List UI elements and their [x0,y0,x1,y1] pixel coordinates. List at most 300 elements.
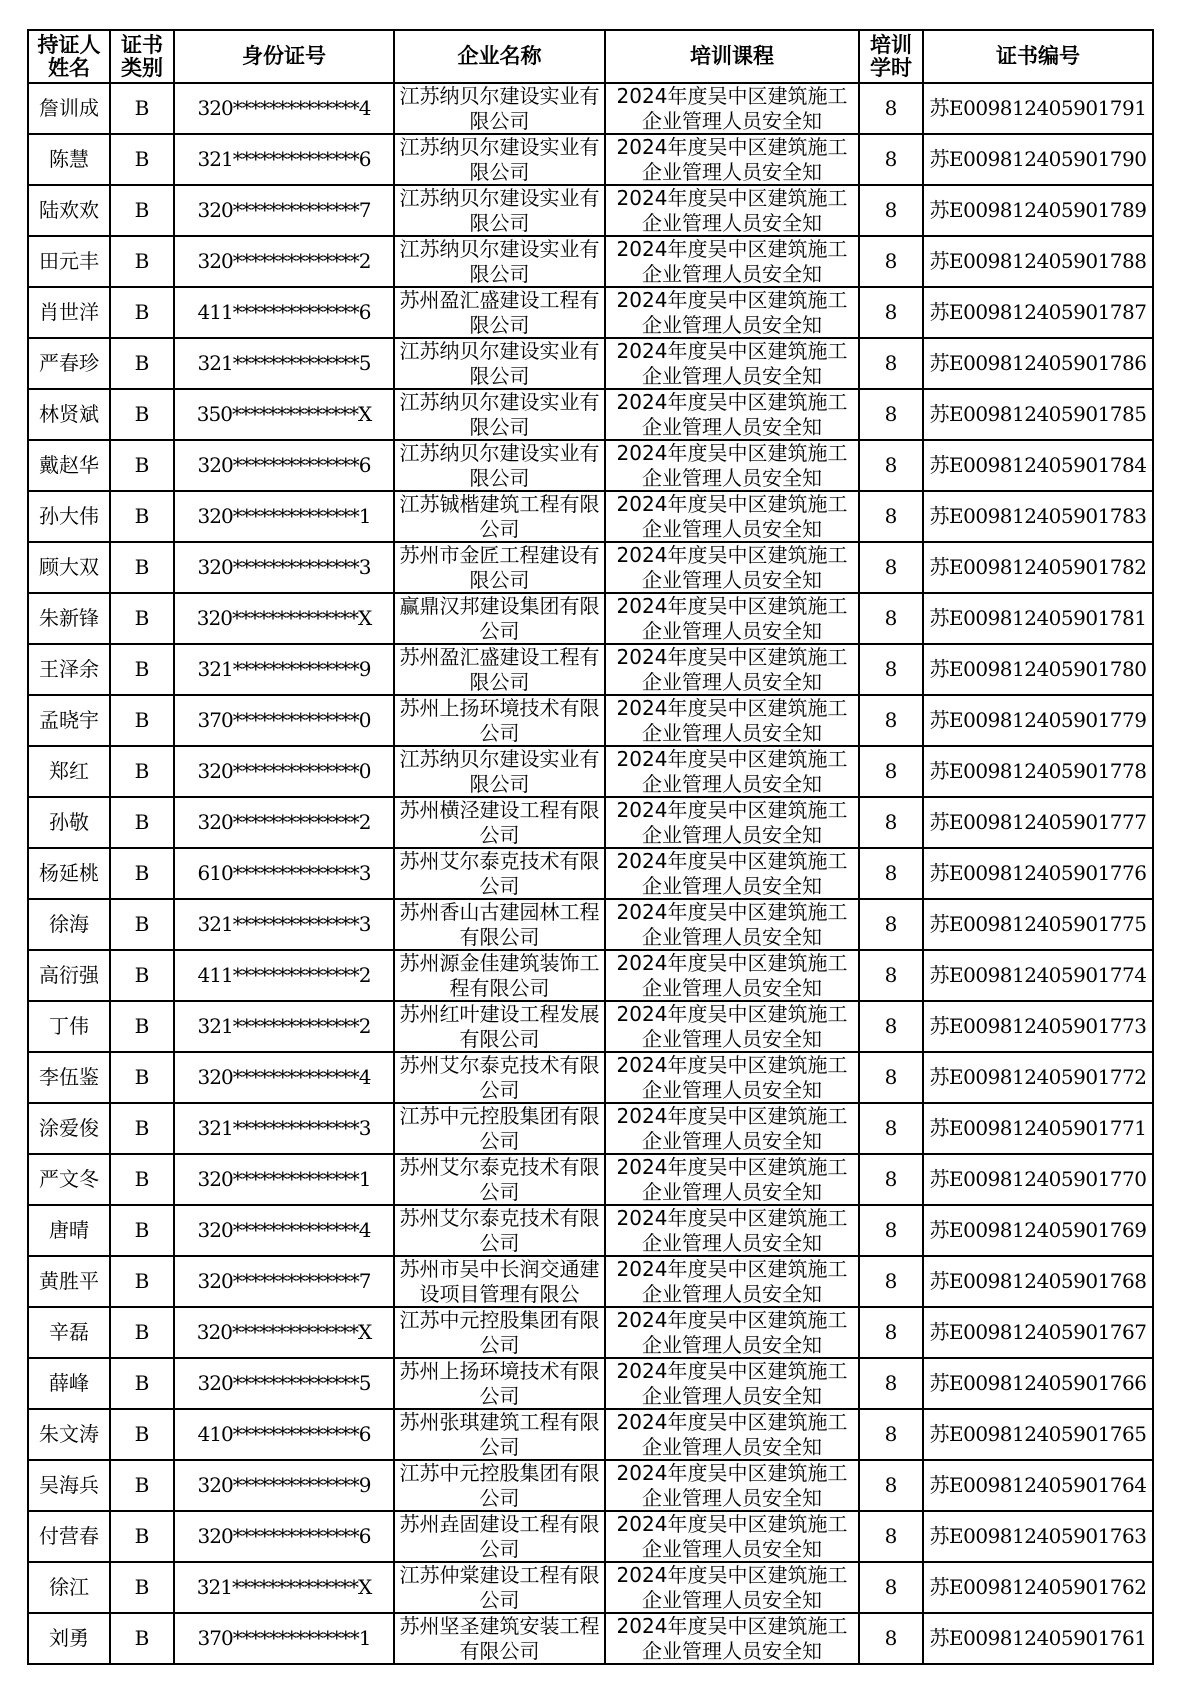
cell-hours: 8 [859,848,923,899]
cell-id-number: 320**************4 [174,1052,394,1103]
cell-company-text: 苏州艾尔泰克技术有限公司 [399,1053,600,1102]
cell-company [394,644,605,695]
cell-id-number: 320**************4 [174,83,394,134]
cell-hours: 8 [859,1205,923,1256]
cell-name: 林贤斌 [28,389,110,440]
cell-course-text: 2024年度吴中区建筑施工企业管理人员安全知 [616,441,848,490]
cell-course [605,491,859,542]
cell-id-number: 320**************5 [174,1358,394,1409]
cell-certificate-number: 苏E009812405901790 [923,134,1153,185]
cell-id-number: 320**************X [174,593,394,644]
cell-company [394,287,605,338]
certificate-table [27,29,1154,1665]
cell-certificate-number: 苏E009812405901786 [923,338,1153,389]
table-row [28,1001,1153,1052]
cell-name: 田元丰 [28,236,110,287]
cell-category: B [110,389,174,440]
table-row [28,1613,1153,1664]
cell-id-number: 320**************6 [174,440,394,491]
cell-company-text: 苏州源金佳建筑装饰工程有限公司 [399,951,600,1000]
cell-category: B [110,83,174,134]
cell-id-number: 320**************1 [174,1154,394,1205]
cell-course [605,542,859,593]
table-row [28,1511,1153,1562]
cell-company [394,1409,605,1460]
cell-name: 朱文涛 [28,1409,110,1460]
table-row [28,1460,1153,1511]
cell-company-text: 江苏铖楷建筑工程有限公司 [399,492,600,541]
cell-category: B [110,899,174,950]
cell-hours: 8 [859,746,923,797]
cell-company-text: 苏州市吴中长润交通建设项目管理有限公 [399,1257,600,1306]
cell-category: B [110,1613,174,1664]
cell-company [394,1154,605,1205]
cell-company [394,1001,605,1052]
cell-company-text: 江苏仲棠建设工程有限公司 [399,1563,600,1612]
cell-id-number: 320**************9 [174,1460,394,1511]
cell-certificate-number: 苏E009812405901763 [923,1511,1153,1562]
cell-company [394,1358,605,1409]
cell-course [605,593,859,644]
cell-id-number: 610**************3 [174,848,394,899]
cell-certificate-number: 苏E009812405901767 [923,1307,1153,1358]
cell-name: 丁伟 [28,1001,110,1052]
cell-name: 涂爱俊 [28,1103,110,1154]
cell-name: 徐海 [28,899,110,950]
cell-id-number: 370**************1 [174,1613,394,1664]
cell-company-text: 苏州市金匠工程建设有限公司 [399,543,600,592]
cell-certificate-number: 苏E009812405901782 [923,542,1153,593]
table-body [28,83,1153,1664]
cell-id-number: 411**************6 [174,287,394,338]
cell-certificate-number: 苏E009812405901784 [923,440,1153,491]
cell-certificate-number: 苏E009812405901780 [923,644,1153,695]
cell-hours: 8 [859,1409,923,1460]
cell-course-text: 2024年度吴中区建筑施工企业管理人员安全知 [616,1104,848,1153]
cell-course [605,1256,859,1307]
cell-category: B [110,1511,174,1562]
cell-hours: 8 [859,593,923,644]
cell-company-text: 江苏纳贝尔建设实业有限公司 [399,747,600,796]
cell-course [605,746,859,797]
cell-company-text: 苏州盈汇盛建设工程有限公司 [399,645,600,694]
cell-course [605,287,859,338]
cell-category: B [110,1256,174,1307]
table-row [28,899,1153,950]
cell-name: 薛峰 [28,1358,110,1409]
table-row [28,1052,1153,1103]
cell-category: B [110,1409,174,1460]
cell-category: B [110,950,174,1001]
cell-certificate-number: 苏E009812405901762 [923,1562,1153,1613]
cell-company [394,1256,605,1307]
cell-company [394,1052,605,1103]
cell-course-text: 2024年度吴中区建筑施工企业管理人员安全知 [616,1053,848,1102]
cell-course-text: 2024年度吴中区建筑施工企业管理人员安全知 [616,237,848,286]
cell-course-text: 2024年度吴中区建筑施工企业管理人员安全知 [616,543,848,592]
cell-company-text: 江苏中元控股集团有限公司 [399,1308,600,1357]
cell-company [394,950,605,1001]
table-row [28,848,1153,899]
cell-course-text: 2024年度吴中区建筑施工企业管理人员安全知 [616,1257,848,1306]
cell-name: 李伍鉴 [28,1052,110,1103]
cell-course [605,950,859,1001]
cell-course [605,338,859,389]
cell-company-text: 江苏纳贝尔建设实业有限公司 [399,441,600,490]
cell-id-number: 410**************6 [174,1409,394,1460]
cell-course [605,1358,859,1409]
cell-id-number: 411**************2 [174,950,394,1001]
cell-company [394,1103,605,1154]
cell-company [394,1511,605,1562]
cell-hours: 8 [859,83,923,134]
cell-hours: 8 [859,1511,923,1562]
cell-certificate-number: 苏E009812405901772 [923,1052,1153,1103]
cell-id-number: 320**************2 [174,236,394,287]
table-row [28,338,1153,389]
cell-course [605,1103,859,1154]
cell-certificate-number: 苏E009812405901791 [923,83,1153,134]
cell-course-text: 2024年度吴中区建筑施工企业管理人员安全知 [616,1614,848,1663]
cell-hours: 8 [859,1001,923,1052]
table-row [28,1358,1153,1409]
cell-hours: 8 [859,1052,923,1103]
cell-certificate-number: 苏E009812405901785 [923,389,1153,440]
cell-company [394,797,605,848]
cell-certificate-number: 苏E009812405901774 [923,950,1153,1001]
cell-id-number: 320**************7 [174,185,394,236]
table-row [28,83,1153,134]
cell-hours: 8 [859,1307,923,1358]
cell-course-text: 2024年度吴中区建筑施工企业管理人员安全知 [616,798,848,847]
cell-category: B [110,1154,174,1205]
cell-hours: 8 [859,287,923,338]
table-row [28,1256,1153,1307]
cell-course-text: 2024年度吴中区建筑施工企业管理人员安全知 [616,84,848,133]
table-row [28,1409,1153,1460]
cell-course-text: 2024年度吴中区建筑施工企业管理人员安全知 [616,1410,848,1459]
cell-company-text: 苏州红叶建设工程发展有限公司 [399,1002,600,1051]
cell-certificate-number: 苏E009812405901770 [923,1154,1153,1205]
cell-course-text: 2024年度吴中区建筑施工企业管理人员安全知 [616,1359,848,1408]
cell-id-number: 321**************5 [174,338,394,389]
cell-hours: 8 [859,1613,923,1664]
cell-category: B [110,1307,174,1358]
cell-hours: 8 [859,899,923,950]
cell-company-text: 江苏中元控股集团有限公司 [399,1461,600,1510]
cell-course [605,695,859,746]
table-row [28,695,1153,746]
cell-name: 严文冬 [28,1154,110,1205]
cell-id-number: 321**************6 [174,134,394,185]
cell-company-text: 苏州艾尔泰克技术有限公司 [399,1206,600,1255]
cell-hours: 8 [859,440,923,491]
cell-hours: 8 [859,1460,923,1511]
cell-company [394,848,605,899]
cell-course-text: 2024年度吴中区建筑施工企业管理人员安全知 [616,390,848,439]
cell-certificate-number: 苏E009812405901765 [923,1409,1153,1460]
cell-certificate-number: 苏E009812405901779 [923,695,1153,746]
cell-course-text: 2024年度吴中区建筑施工企业管理人员安全知 [616,135,848,184]
cell-course-text: 2024年度吴中区建筑施工企业管理人员安全知 [616,1155,848,1204]
cell-company [394,1460,605,1511]
cell-company-text: 苏州艾尔泰克技术有限公司 [399,849,600,898]
cell-certificate-number: 苏E009812405901771 [923,1103,1153,1154]
cell-hours: 8 [859,797,923,848]
cell-course-text: 2024年度吴中区建筑施工企业管理人员安全知 [616,1563,848,1612]
cell-course [605,83,859,134]
cell-certificate-number: 苏E009812405901789 [923,185,1153,236]
cell-company-text: 苏州盈汇盛建设工程有限公司 [399,288,600,337]
header-category: 证书类别 [110,30,174,83]
cell-company [394,542,605,593]
cell-id-number: 321**************3 [174,1103,394,1154]
cell-company-text: 江苏纳贝尔建设实业有限公司 [399,84,600,133]
cell-id-number: 320**************1 [174,491,394,542]
cell-company-text: 苏州横泾建设工程有限公司 [399,798,600,847]
header-name: 持证人姓名 [28,30,110,83]
cell-name: 顾大双 [28,542,110,593]
cell-hours: 8 [859,695,923,746]
cell-name: 陆欢欢 [28,185,110,236]
cell-id-number: 321**************9 [174,644,394,695]
cell-course-text: 2024年度吴中区建筑施工企业管理人员安全知 [616,492,848,541]
cell-hours: 8 [859,1154,923,1205]
cell-hours: 8 [859,1358,923,1409]
table-row [28,950,1153,1001]
cell-hours: 8 [859,236,923,287]
cell-name: 肖世洋 [28,287,110,338]
cell-id-number: 320**************0 [174,746,394,797]
cell-name: 唐晴 [28,1205,110,1256]
cell-category: B [110,797,174,848]
cell-id-number: 320**************2 [174,797,394,848]
cell-id-number: 321**************X [174,1562,394,1613]
cell-course [605,1154,859,1205]
cell-id-number: 350**************X [174,389,394,440]
cell-course [605,1001,859,1052]
cell-course [605,1562,859,1613]
cell-certificate-number: 苏E009812405901768 [923,1256,1153,1307]
cell-category: B [110,593,174,644]
cell-course [605,1460,859,1511]
table-row [28,1205,1153,1256]
cell-category: B [110,1001,174,1052]
cell-certificate-number: 苏E009812405901769 [923,1205,1153,1256]
cell-company-text: 苏州香山古建园林工程有限公司 [399,900,600,949]
cell-name: 严春珍 [28,338,110,389]
cell-name: 辛磊 [28,1307,110,1358]
cell-company [394,134,605,185]
cell-certificate-number: 苏E009812405901781 [923,593,1153,644]
cell-hours: 8 [859,491,923,542]
cell-certificate-number: 苏E009812405901775 [923,899,1153,950]
cell-course-text: 2024年度吴中区建筑施工企业管理人员安全知 [616,900,848,949]
cell-course-text: 2024年度吴中区建筑施工企业管理人员安全知 [616,849,848,898]
cell-course [605,899,859,950]
table-row [28,1307,1153,1358]
cell-course-text: 2024年度吴中区建筑施工企业管理人员安全知 [616,1512,848,1561]
table-row [28,1562,1153,1613]
cell-hours: 8 [859,185,923,236]
table-row [28,797,1153,848]
cell-company [394,899,605,950]
cell-certificate-number: 苏E009812405901773 [923,1001,1153,1052]
cell-hours: 8 [859,389,923,440]
cell-course [605,1511,859,1562]
cell-id-number: 320**************7 [174,1256,394,1307]
cell-category: B [110,185,174,236]
cell-course-text: 2024年度吴中区建筑施工企业管理人员安全知 [616,1002,848,1051]
cell-category: B [110,491,174,542]
cell-company [394,695,605,746]
cell-course [605,1409,859,1460]
cell-company-text: 苏州张琪建筑工程有限公司 [399,1410,600,1459]
cell-company-text: 苏州上扬环境技术有限公司 [399,696,600,745]
cell-id-number: 320**************X [174,1307,394,1358]
cell-name: 陈慧 [28,134,110,185]
cell-certificate-number: 苏E009812405901766 [923,1358,1153,1409]
table-row [28,185,1153,236]
cell-company [394,1307,605,1358]
cell-course-text: 2024年度吴中区建筑施工企业管理人员安全知 [616,339,848,388]
cell-course [605,1613,859,1664]
cell-name: 朱新锋 [28,593,110,644]
table-row [28,593,1153,644]
cell-hours: 8 [859,338,923,389]
cell-certificate-number: 苏E009812405901761 [923,1613,1153,1664]
cell-company [394,389,605,440]
cell-company [394,746,605,797]
cell-certificate-number: 苏E009812405901787 [923,287,1153,338]
cell-company [394,338,605,389]
cell-course [605,848,859,899]
cell-name: 高衍强 [28,950,110,1001]
cell-category: B [110,848,174,899]
cell-certificate-number: 苏E009812405901777 [923,797,1153,848]
table-row [28,746,1153,797]
header-row [28,30,1153,83]
cell-course-text: 2024年度吴中区建筑施工企业管理人员安全知 [616,645,848,694]
cell-name: 戴赵华 [28,440,110,491]
cell-category: B [110,644,174,695]
cell-hours: 8 [859,1256,923,1307]
cell-course-text: 2024年度吴中区建筑施工企业管理人员安全知 [616,1206,848,1255]
cell-category: B [110,1205,174,1256]
table-row [28,287,1153,338]
cell-course [605,1307,859,1358]
cell-course-text: 2024年度吴中区建筑施工企业管理人员安全知 [616,696,848,745]
cell-category: B [110,1562,174,1613]
table-row [28,440,1153,491]
cell-category: B [110,134,174,185]
table-row [28,389,1153,440]
cell-company [394,593,605,644]
cell-course-text: 2024年度吴中区建筑施工企业管理人员安全知 [616,951,848,1000]
cell-hours: 8 [859,644,923,695]
cell-course-text: 2024年度吴中区建筑施工企业管理人员安全知 [616,186,848,235]
cell-id-number: 321**************3 [174,899,394,950]
cell-course [605,389,859,440]
table-row [28,1154,1153,1205]
cell-company-text: 江苏纳贝尔建设实业有限公司 [399,339,600,388]
cell-category: B [110,1103,174,1154]
cell-id-number: 321**************2 [174,1001,394,1052]
cell-id-number: 370**************0 [174,695,394,746]
cell-certificate-number: 苏E009812405901764 [923,1460,1153,1511]
cell-company-text: 苏州垚固建设工程有限公司 [399,1512,600,1561]
header-certificate-number: 证书编号 [923,30,1153,83]
cell-category: B [110,236,174,287]
cell-course [605,134,859,185]
cell-certificate-number: 苏E009812405901783 [923,491,1153,542]
cell-name: 孟晓宇 [28,695,110,746]
cell-course-text: 2024年度吴中区建筑施工企业管理人员安全知 [616,288,848,337]
cell-company-text: 江苏纳贝尔建设实业有限公司 [399,237,600,286]
cell-course-text: 2024年度吴中区建筑施工企业管理人员安全知 [616,747,848,796]
cell-name: 孙大伟 [28,491,110,542]
cell-course [605,1205,859,1256]
cell-hours: 8 [859,134,923,185]
table-row [28,134,1153,185]
cell-name: 刘勇 [28,1613,110,1664]
cell-course [605,1052,859,1103]
header-course: 培训课程 [605,30,859,83]
cell-hours: 8 [859,950,923,1001]
cell-category: B [110,1052,174,1103]
cell-company-text: 江苏纳贝尔建设实业有限公司 [399,135,600,184]
cell-company [394,236,605,287]
cell-category: B [110,695,174,746]
cell-name: 吴海兵 [28,1460,110,1511]
cell-company-text: 江苏纳贝尔建设实业有限公司 [399,390,600,439]
cell-name: 王泽余 [28,644,110,695]
header-company: 企业名称 [394,30,605,83]
cell-category: B [110,1460,174,1511]
cell-company [394,1562,605,1613]
cell-certificate-number: 苏E009812405901778 [923,746,1153,797]
cell-category: B [110,746,174,797]
cell-course-text: 2024年度吴中区建筑施工企业管理人员安全知 [616,594,848,643]
cell-company [394,1613,605,1664]
cell-course [605,185,859,236]
cell-certificate-number: 苏E009812405901788 [923,236,1153,287]
cell-course-text: 2024年度吴中区建筑施工企业管理人员安全知 [616,1308,848,1357]
cell-company [394,1205,605,1256]
cell-certificate-number: 苏E009812405901776 [923,848,1153,899]
cell-id-number: 320**************3 [174,542,394,593]
cell-company-text: 苏州艾尔泰克技术有限公司 [399,1155,600,1204]
cell-company-text: 苏州上扬环境技术有限公司 [399,1359,600,1408]
cell-id-number: 320**************6 [174,1511,394,1562]
cell-hours: 8 [859,1562,923,1613]
cell-course [605,236,859,287]
cell-course-text: 2024年度吴中区建筑施工企业管理人员安全知 [616,1461,848,1510]
cell-company [394,83,605,134]
cell-course [605,644,859,695]
header-hours: 培训学时 [859,30,923,83]
cell-category: B [110,287,174,338]
cell-company [394,491,605,542]
cell-name: 郑红 [28,746,110,797]
cell-course [605,440,859,491]
cell-company [394,440,605,491]
cell-name: 孙敬 [28,797,110,848]
table-row [28,542,1153,593]
cell-name: 徐江 [28,1562,110,1613]
cell-company-text: 江苏纳贝尔建设实业有限公司 [399,186,600,235]
cell-name: 詹训成 [28,83,110,134]
